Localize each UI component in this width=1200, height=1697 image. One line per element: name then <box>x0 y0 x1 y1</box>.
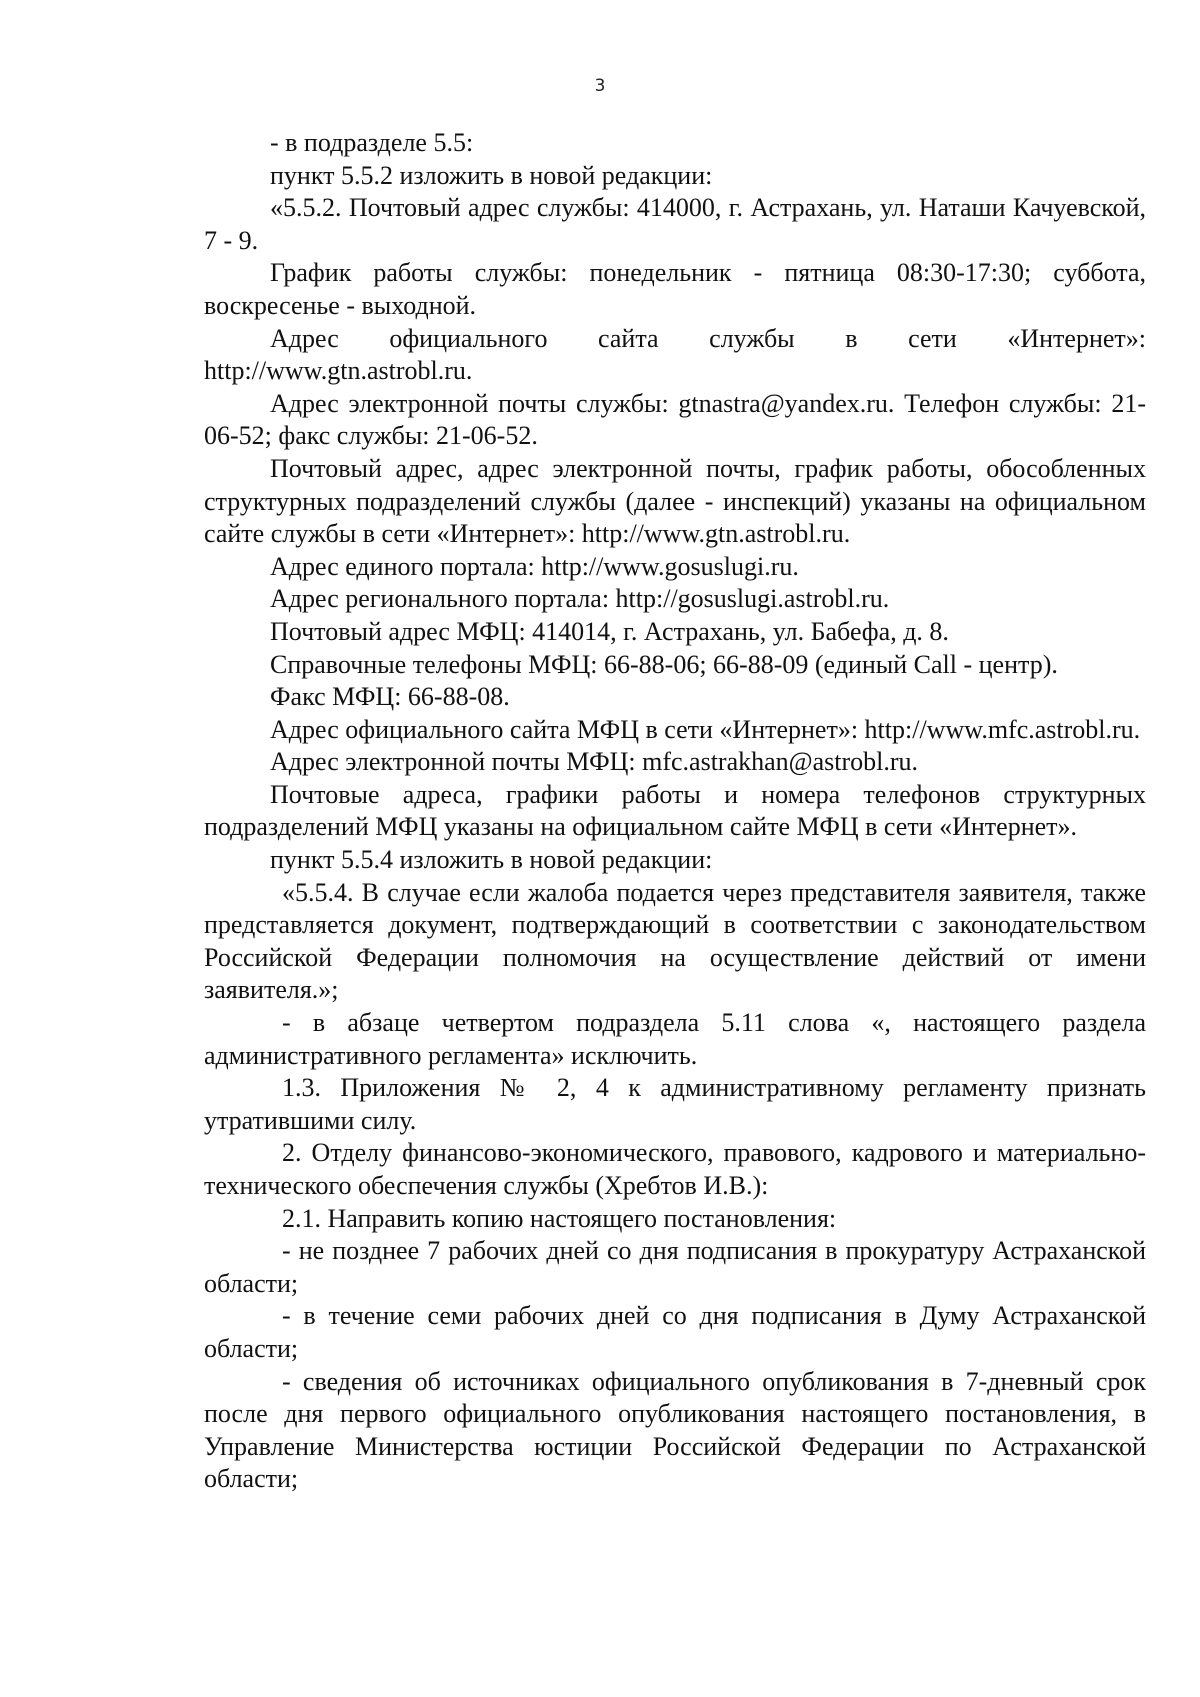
paragraph: Адрес единого портала: http://www.gosuslugi.ru. <box>270 551 799 581</box>
paragraph: пункт 5.5.4 изложить в новой редакции: <box>270 845 713 875</box>
paragraph: - в течение семи рабочих дней со дня подписания в Думу Астраханской области; <box>204 1301 1146 1363</box>
paragraph: - не позднее 7 рабочих дней со дня подписания в прокуратуру Астраханской области; <box>204 1236 1146 1298</box>
paragraph: Адрес электронной почты МФЦ: mfc.astrakhan@astrobl.ru. <box>270 747 919 777</box>
paragraph: Адрес электронной почты службы: gtnastra@yandex.ru. Телефон службы: 21-06-52; факс службы: 21-06-52. <box>204 388 1146 451</box>
paragraph: Почтовый адрес МФЦ: 414014, г. Астрахань, ул. Бабефа, д. 8. <box>270 616 949 646</box>
paragraph: 2. Отделу финансово-экономического, правового, кадрового и материально-технического обеспечения службы (Хребтов И.В.): <box>204 1138 1146 1200</box>
paragraph: Почтовый адрес, адрес электронной почты, график работы, обособленных структурных подразделений службы (далее - инспекций) указаны на официальном сайте службы в сети «Интернет»: http://www.gtn.astrobl.ru. <box>204 453 1146 549</box>
paragraph: - в подразделе 5.5: <box>270 128 474 157</box>
paragraph: Факс МФЦ: 66-88-08. <box>270 682 510 712</box>
paragraph: «5.5.2. Почтовый адрес службы: 414000, г. Астрахань, ул. Наташи Качуевской, 7 - 9. <box>204 193 1146 255</box>
page-number: 3 <box>594 76 606 96</box>
paragraph: - сведения об источниках официального опубликования в 7-дневный срок после дня первого официального опубликования настоящего постановления, в Управление Министерства юстиции Российской Федерации по Астраханской области; <box>204 1366 1146 1494</box>
paragraph: Почтовые адреса, графики работы и номера телефонов структурных подразделений МФЦ указаны на официальном сайте МФЦ в сети «Интернет». <box>204 779 1146 842</box>
paragraph: График работы службы: понедельник - пятница 08:30-17:30; суббота, воскресенье - выходной. <box>204 258 1146 320</box>
paragraph: Адрес официального сайта МФЦ в сети «Интернет»: http://www.mfc.astrobl.ru. <box>270 714 1141 744</box>
paragraph: 2.1. Направить копию настоящего постановления: <box>282 1203 837 1233</box>
document-body <box>204 127 1146 1496</box>
paragraph: Адрес регионального портала: http://gosuslugi.astrobl.ru. <box>270 584 890 614</box>
paragraph: 1.3. Приложения № 2, 4 к административному регламенту признать утратившими силу. <box>204 1073 1146 1135</box>
paragraph: «5.5.4. В случае если жалоба подается через представителя заявителя, также представляется документ, подтверждающий в соответствии с законодательством Российской Федерации полномочия на осуществление действий от имени заявителя.»; <box>204 877 1146 1005</box>
paragraph: Справочные телефоны МФЦ: 66-88-06; 66-88-09 (единый Call - центр). <box>270 649 1058 679</box>
paragraph: пункт 5.5.2 изложить в новой редакции: <box>270 160 713 190</box>
paragraph: - в абзаце четвертом подраздела 5.11 слова «, настоящего раздела административного регламента» исключить. <box>204 1008 1146 1070</box>
paragraph: Адрес официального сайта службы в сети «Интернет»: http://www.gtn.astrobl.ru. <box>204 323 1146 386</box>
